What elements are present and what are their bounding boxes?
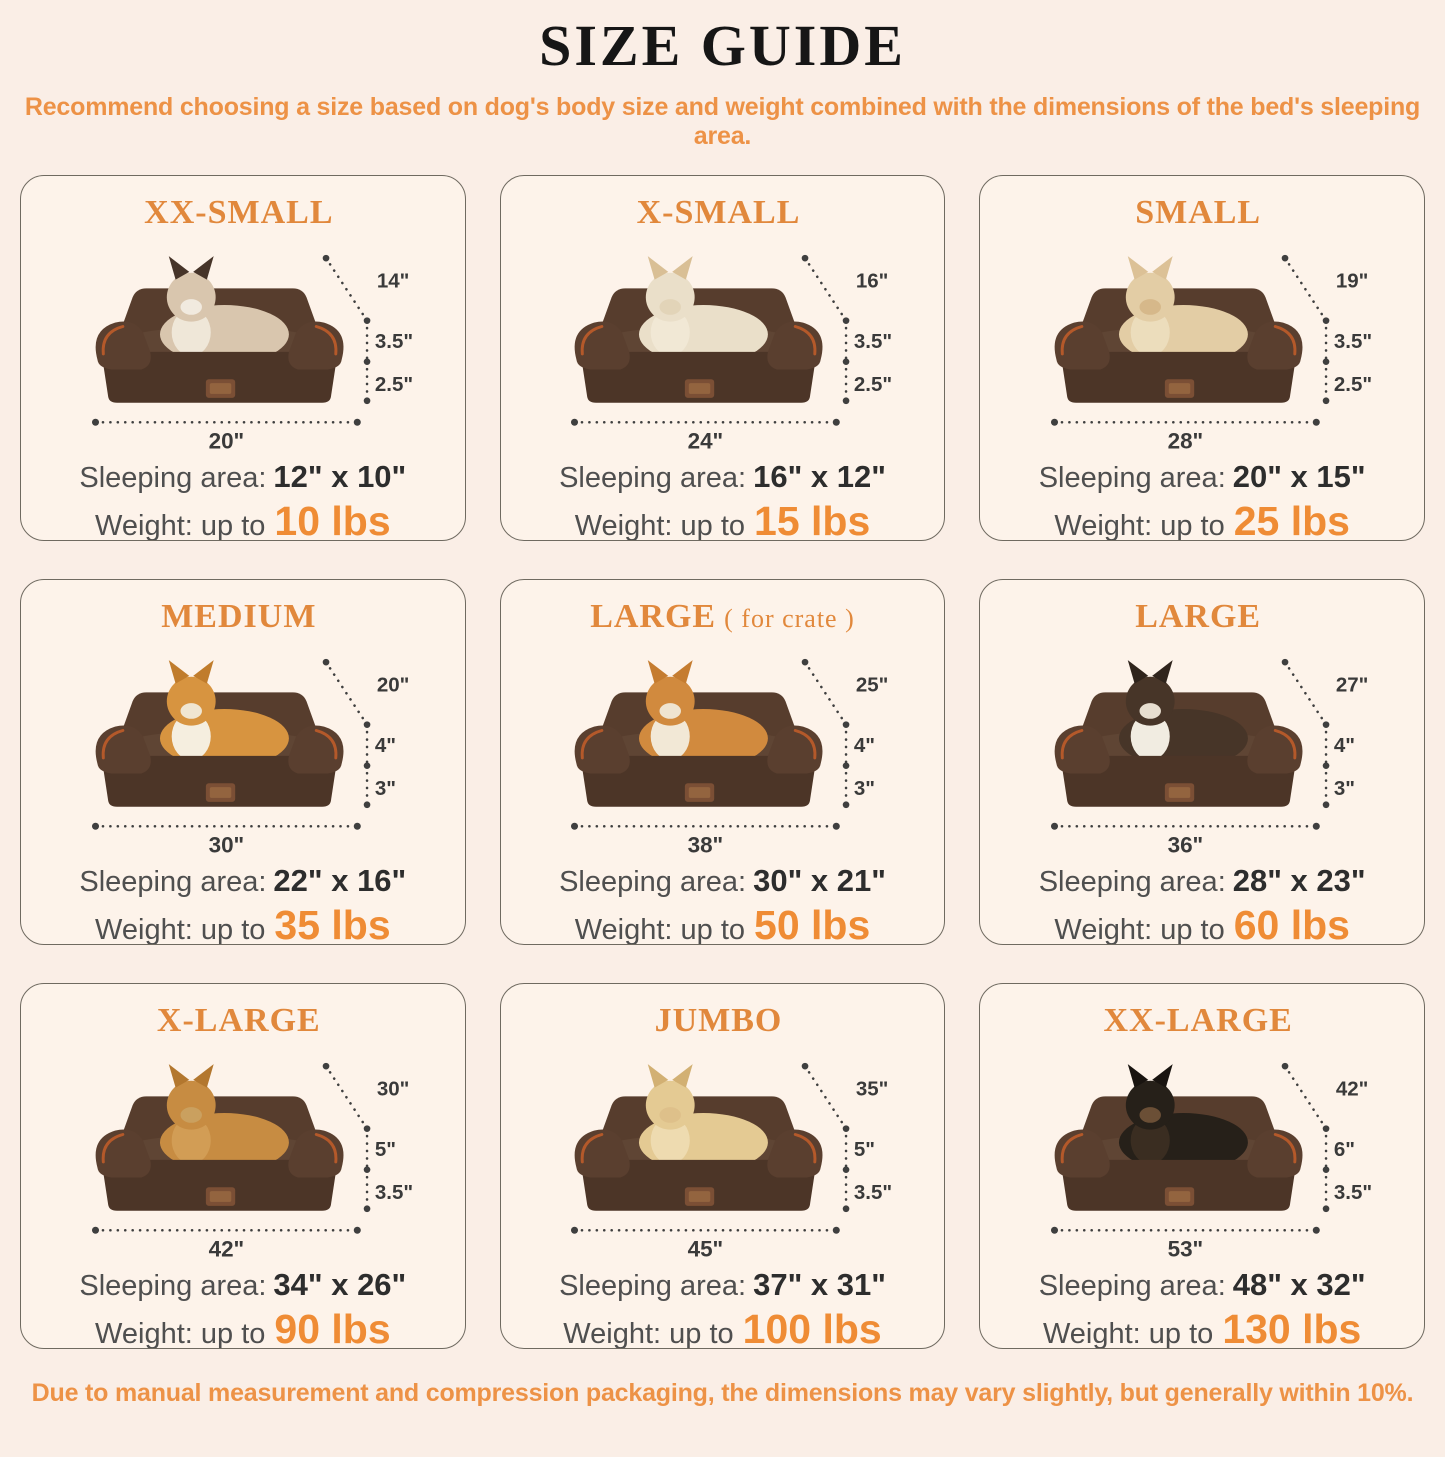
sleeping-area-value: 30" x 21" bbox=[753, 863, 886, 898]
dim-lower: 2.5" bbox=[374, 372, 413, 396]
size-title bbox=[501, 192, 945, 236]
dim-upper: 3.5" bbox=[854, 330, 893, 353]
dim-diagonal: 16" bbox=[856, 269, 889, 293]
dim-width: 24" bbox=[688, 428, 724, 454]
dim-diagonal: 25" bbox=[856, 673, 889, 697]
sleeping-area-label: Sleeping area: bbox=[79, 1270, 267, 1302]
dim-lower: 3.5" bbox=[374, 1180, 413, 1204]
size-title bbox=[21, 596, 465, 640]
weight-line bbox=[980, 901, 1424, 945]
size-card-xx-large bbox=[979, 983, 1425, 1349]
dim-lower: 3" bbox=[1334, 776, 1356, 800]
sleeping-area-label: Sleeping area: bbox=[559, 866, 747, 898]
weight-label: Weight: up to bbox=[1042, 1318, 1214, 1349]
dim-diagonal: 42" bbox=[1335, 1077, 1369, 1101]
bed-illustration bbox=[33, 1048, 453, 1264]
dim-upper: 4" bbox=[374, 734, 396, 757]
weight-line bbox=[980, 497, 1424, 541]
size-title bbox=[21, 192, 465, 236]
dim-width: 45" bbox=[688, 1236, 724, 1262]
weight-value: 10 lbs bbox=[274, 498, 391, 541]
bed-illustration bbox=[512, 644, 932, 860]
size-name: X-LARGE bbox=[156, 1002, 321, 1039]
sleeping-area-label: Sleeping area: bbox=[79, 462, 267, 494]
size-name: LARGE bbox=[590, 598, 717, 635]
dim-width: 30" bbox=[208, 832, 245, 858]
size-title bbox=[980, 192, 1424, 236]
sleeping-area-line bbox=[980, 458, 1424, 497]
sleeping-area-line bbox=[501, 1266, 945, 1305]
sleeping-area-label: Sleeping area: bbox=[559, 1270, 747, 1302]
dim-lower: 3.5" bbox=[1334, 1180, 1373, 1204]
dim-width: 53" bbox=[1167, 1236, 1204, 1262]
dim-upper: 5" bbox=[374, 1138, 396, 1161]
dim-lower: 2.5" bbox=[1334, 372, 1373, 396]
bed-illustration bbox=[992, 240, 1412, 456]
dim-diagonal: 27" bbox=[1335, 673, 1369, 697]
sleeping-area-value: 37" x 31" bbox=[753, 1267, 886, 1302]
weight-value: 130 lbs bbox=[1222, 1306, 1362, 1349]
size-card-small bbox=[979, 175, 1425, 541]
weight-value: 25 lbs bbox=[1233, 498, 1350, 541]
sleeping-area-line bbox=[501, 862, 945, 901]
size-card-jumbo bbox=[500, 983, 946, 1349]
weight-line bbox=[21, 1305, 465, 1349]
page-title: SIZE GUIDE bbox=[539, 13, 906, 78]
size-title bbox=[980, 596, 1424, 640]
sleeping-area-line bbox=[21, 1266, 465, 1305]
size-name: SMALL bbox=[1135, 194, 1262, 231]
weight-label: Weight: up to bbox=[574, 914, 746, 945]
sleeping-area-value: 34" x 26" bbox=[273, 1267, 407, 1302]
weight-line bbox=[21, 497, 465, 541]
weight-label: Weight: up to bbox=[563, 1318, 734, 1349]
size-name: X-SMALL bbox=[636, 194, 801, 231]
weight-value: 15 lbs bbox=[754, 498, 871, 541]
size-card-large bbox=[979, 579, 1425, 945]
size-name: LARGE bbox=[1135, 598, 1262, 635]
weight-label: Weight: up to bbox=[95, 510, 266, 541]
sleeping-area-value: 28" x 23" bbox=[1232, 863, 1366, 898]
sleeping-area-line bbox=[21, 862, 465, 901]
dim-upper: 4" bbox=[854, 734, 876, 757]
weight-line bbox=[501, 901, 945, 945]
dim-upper: 4" bbox=[1334, 734, 1356, 757]
size-title bbox=[501, 1000, 945, 1044]
dim-upper: 3.5" bbox=[1334, 330, 1373, 353]
size-guide-page bbox=[0, 12, 1445, 1457]
sleeping-area-line bbox=[501, 458, 945, 497]
dim-diagonal: 20" bbox=[376, 673, 410, 697]
weight-value: 90 lbs bbox=[274, 1306, 391, 1349]
bed-illustration bbox=[992, 1048, 1412, 1264]
weight-line bbox=[501, 1305, 945, 1349]
dim-width: 38" bbox=[688, 832, 724, 858]
dim-width: 42" bbox=[208, 1236, 245, 1262]
dim-upper: 3.5" bbox=[374, 330, 413, 353]
size-name: XX-SMALL bbox=[144, 194, 334, 231]
bed-illustration bbox=[992, 644, 1412, 860]
size-card-x-small bbox=[500, 175, 946, 541]
size-card-large-crate bbox=[500, 579, 946, 945]
sleeping-area-label: Sleeping area: bbox=[1038, 462, 1226, 494]
dim-lower: 2.5" bbox=[854, 372, 893, 396]
bed-illustration bbox=[512, 1048, 932, 1264]
dim-diagonal: 14" bbox=[376, 269, 410, 293]
weight-label: Weight: up to bbox=[95, 1318, 266, 1349]
size-card-xx-small bbox=[20, 175, 466, 541]
dim-upper: 5" bbox=[854, 1138, 876, 1161]
dim-lower: 3.5" bbox=[854, 1180, 893, 1204]
weight-label: Weight: up to bbox=[95, 914, 266, 945]
subtitle: Recommend choosing a size based on dog's body size and weight combined with the dimensions of the bed's sleeping area. bbox=[24, 93, 1421, 150]
size-name: MEDIUM bbox=[161, 598, 317, 635]
weight-line bbox=[501, 497, 945, 541]
dim-lower: 3" bbox=[374, 776, 396, 800]
size-name: XX-LARGE bbox=[1103, 1002, 1293, 1039]
weight-label: Weight: up to bbox=[574, 510, 746, 541]
size-card-x-large bbox=[20, 983, 466, 1349]
sleeping-area-label: Sleeping area: bbox=[79, 866, 267, 898]
weight-value: 50 lbs bbox=[754, 902, 871, 945]
sleeping-area-line bbox=[980, 1266, 1424, 1305]
dim-width: 20" bbox=[208, 428, 245, 454]
sleeping-area-value: 16" x 12" bbox=[753, 459, 886, 494]
footnote: Due to manual measurement and compression packaging, the dimensions may vary slightly, but generally within 10%. bbox=[31, 1379, 1414, 1407]
size-grid bbox=[20, 175, 1425, 1349]
dim-diagonal: 35" bbox=[856, 1077, 889, 1101]
size-title bbox=[980, 1000, 1424, 1044]
dim-width: 36" bbox=[1167, 832, 1204, 858]
dim-upper: 6" bbox=[1334, 1138, 1356, 1161]
sleeping-area-value: 22" x 16" bbox=[273, 863, 407, 898]
size-title bbox=[501, 596, 945, 640]
size-name: JUMBO bbox=[654, 1002, 783, 1039]
bed-illustration bbox=[33, 240, 453, 456]
weight-label: Weight: up to bbox=[1054, 914, 1225, 945]
sleeping-area-value: 20" x 15" bbox=[1232, 459, 1366, 494]
weight-value: 60 lbs bbox=[1233, 902, 1350, 945]
weight-line bbox=[21, 901, 465, 945]
dim-diagonal: 30" bbox=[376, 1077, 410, 1101]
sleeping-area-label: Sleeping area: bbox=[1038, 1270, 1226, 1302]
size-card-medium bbox=[20, 579, 466, 945]
size-title bbox=[21, 1000, 465, 1044]
weight-label: Weight: up to bbox=[1054, 510, 1225, 541]
dim-diagonal: 19" bbox=[1335, 269, 1369, 293]
bed-illustration bbox=[512, 240, 932, 456]
dim-width: 28" bbox=[1167, 428, 1204, 454]
sleeping-area-line bbox=[980, 862, 1424, 901]
sleeping-area-line bbox=[21, 458, 465, 497]
bed-illustration bbox=[33, 644, 453, 860]
sleeping-area-value: 48" x 32" bbox=[1232, 1267, 1366, 1302]
sleeping-area-label: Sleeping area: bbox=[559, 462, 747, 494]
dim-lower: 3" bbox=[854, 776, 876, 800]
weight-value: 100 lbs bbox=[742, 1306, 882, 1349]
sleeping-area-value: 12" x 10" bbox=[273, 459, 407, 494]
size-suffix: ( for crate ) bbox=[724, 604, 855, 633]
sleeping-area-label: Sleeping area: bbox=[1038, 866, 1226, 898]
weight-line bbox=[980, 1305, 1424, 1349]
weight-value: 35 lbs bbox=[274, 902, 391, 945]
